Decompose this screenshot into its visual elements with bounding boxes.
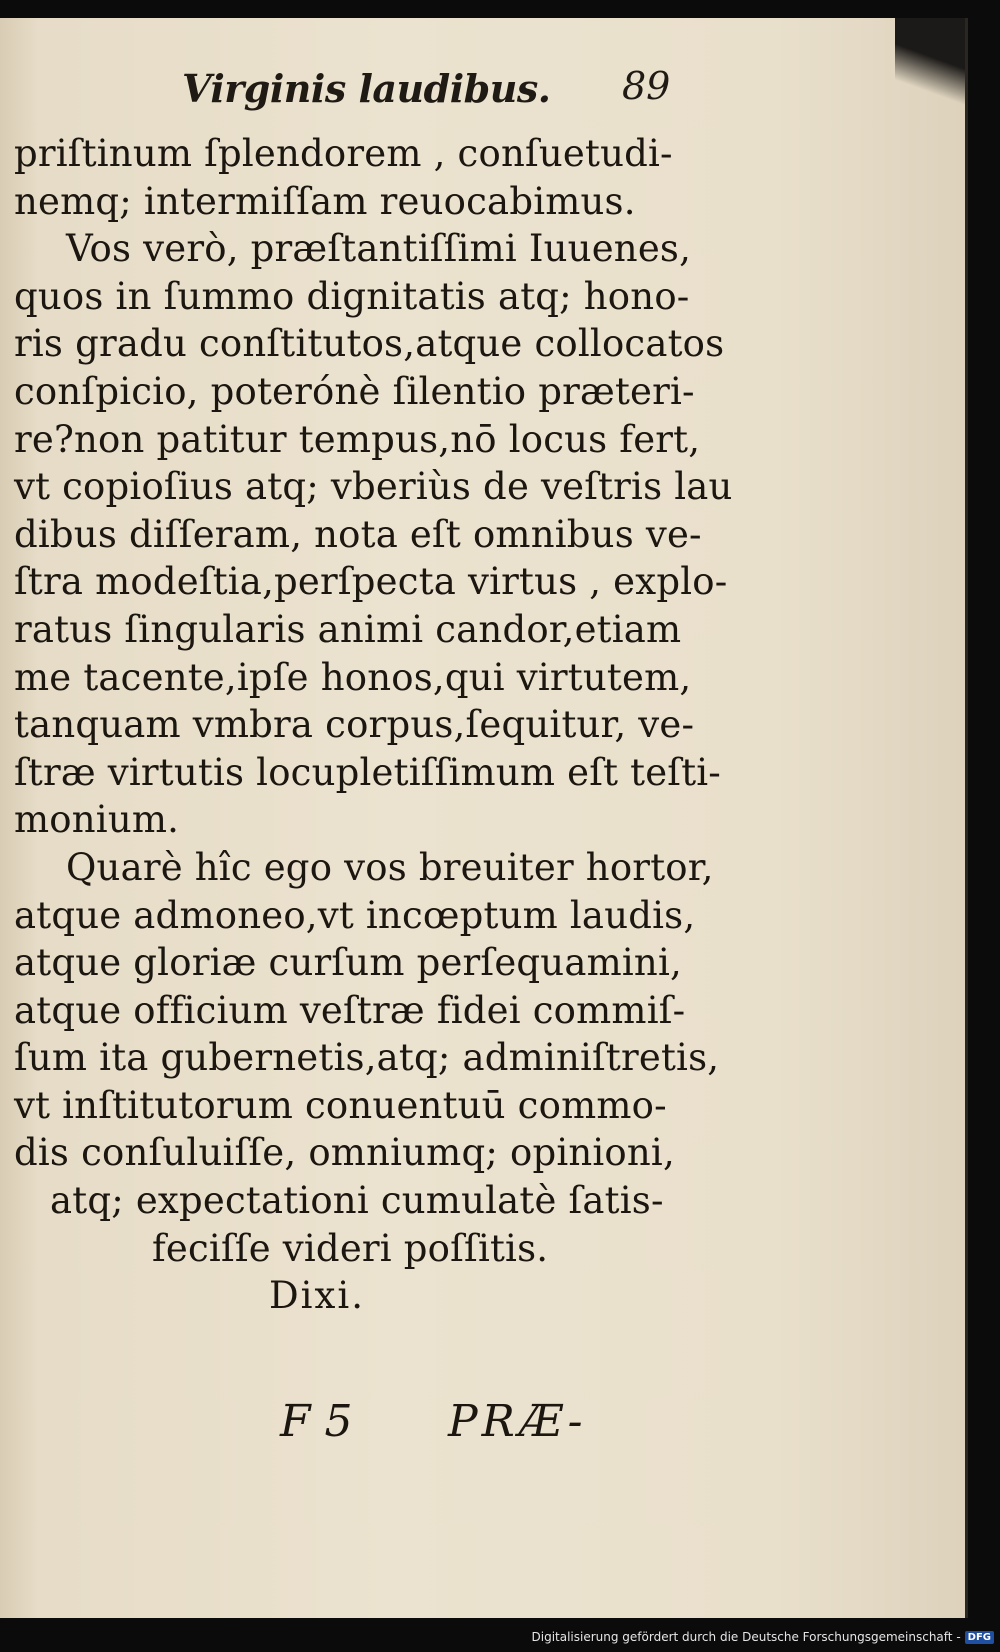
text-line: vt copioſius atq; vberiùs de veſtris lau (14, 465, 733, 509)
page-number: 89 (622, 64, 671, 108)
text-line: ſtra modeſtia,perſpecta virtus , explo- (14, 560, 728, 604)
text-line: conſpicio, poterónè ſilentio præteri- (14, 369, 695, 413)
book-page (0, 18, 968, 1618)
text-line: atque admoneo,vt incœptum laudis, (14, 893, 696, 937)
text-line: nemq; intermiſſam reuocabimus. (14, 179, 636, 223)
text-line: Vos verò, præſtantiſſimi Iuuenes, (66, 227, 692, 271)
text-line: monium. (14, 798, 180, 842)
text-line: dibus diſſeram, nota eſt omnibus ve- (14, 512, 702, 556)
page-header (0, 60, 968, 120)
text-line: me tacente,ipſe honos,qui virtutem, (14, 655, 692, 699)
text-line: feciſſe videri poſſitis. (152, 1226, 549, 1270)
text-line: dis conſuluiſſe, omniumq; opinioni, (14, 1131, 675, 1175)
body-text (14, 130, 733, 1320)
text-line: tanquam vmbra corpus,ſequitur, ve- (14, 703, 695, 747)
text-line: ſum ita gubernetis,atq; adminiſtretis, (14, 1036, 720, 1080)
text-line: atque officium veſtræ fidei commiſ- (14, 988, 686, 1032)
text-line: atq; expectationi cumulatè ſatis- (50, 1179, 664, 1223)
text-line: vt inſtitutorum conuentuū commo- (14, 1083, 667, 1127)
running-head: Virginis laudibus. (182, 66, 551, 111)
text-line: atque gloriæ curſum perſequamini, (14, 941, 682, 985)
text-line: priſtinum ſplendorem , conſuetudi- (14, 132, 673, 175)
text-line: ratus ſingularis animi candor,etiam (14, 607, 682, 651)
digitization-credit (532, 1628, 995, 1646)
text-line: re?non patitur tempus,nō locus fert, (14, 417, 701, 461)
catchword: PRÆ- (448, 1396, 587, 1447)
page-footer-marks (0, 1396, 968, 1456)
text-line: quos in ſummo dignitatis atq; hono- (14, 274, 690, 318)
text-line: ſtræ virtutis locupletiſſimum eſt teſti- (14, 750, 722, 794)
closing-word: Dixi. (269, 1274, 365, 1318)
signature-mark: F 5 (280, 1396, 353, 1447)
text-line: ris gradu conſtitutos,atque collocatos (14, 322, 725, 366)
text-line: Quarè hîc ego vos breuiter hortor, (66, 845, 714, 889)
dfg-logo: DFG (965, 1631, 994, 1644)
credit-text: Digitalisierung gefördert durch die Deutsche Forschungsgemeinschaft - (531, 1630, 961, 1644)
